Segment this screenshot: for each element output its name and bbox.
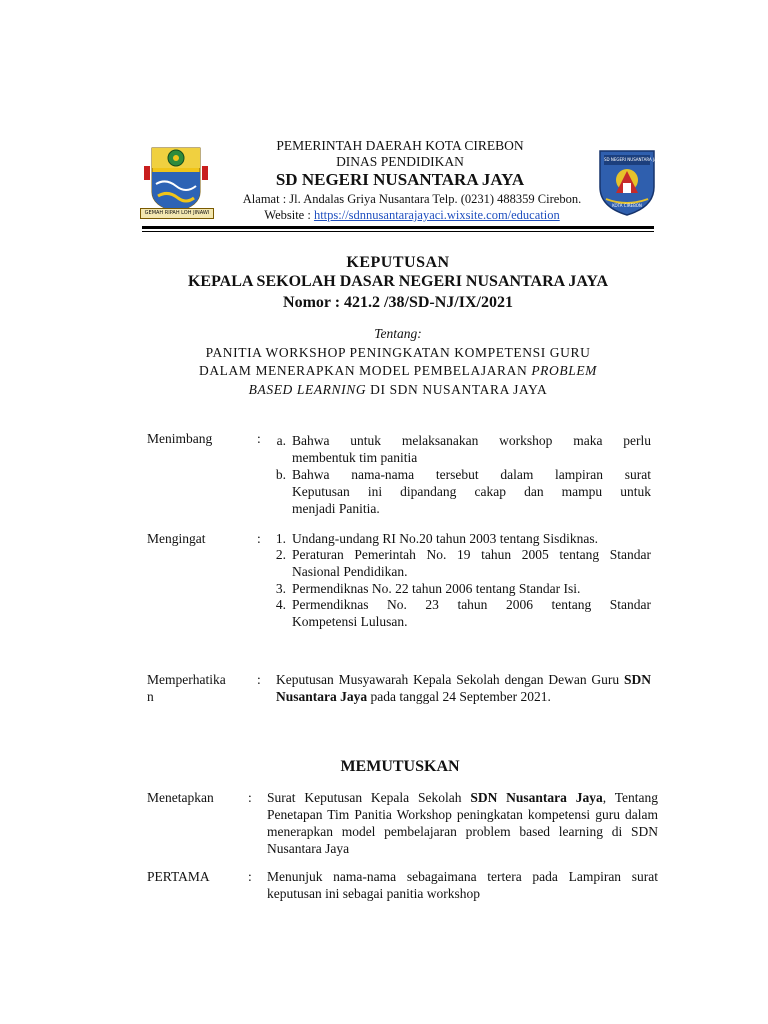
menetapkan-label: Menetapkan xyxy=(147,790,214,805)
menimbang-item-b xyxy=(292,466,651,517)
mengingat-item-1-line-1: Undang-undang RI No.20 tahun 2003 tentang Sisdiknas. xyxy=(292,531,598,546)
mengingat-item-3-line-1: Permendiknas No. 22 tahun 2006 tentang Standar Isi. xyxy=(292,581,581,596)
decree-title: KEPUTUSAN xyxy=(346,254,450,271)
menimbang-item-a-line-1: Bahwa untuk melaksanakan workshop maka perlu xyxy=(292,433,651,448)
menimbang-item-a-line-2: membentuk tim panitia xyxy=(292,450,418,465)
mengingat-item-4 xyxy=(292,596,651,630)
menetapkan-text-a: Surat Keputusan Kepala Sekolah xyxy=(267,790,471,805)
memperhatikan-text-bold: SDN Nusantara Jaya xyxy=(276,672,651,704)
decree-subtitle: KEPALA SEKOLAH DASAR NEGERI NUSANTARA JAYA xyxy=(187,273,609,290)
menimbang-colon: : xyxy=(257,431,261,446)
mengingat-label: Mengingat xyxy=(147,531,206,546)
mengingat-item-4-line-1: Permendiknas No. 23 tahun 2006 tentang Standar xyxy=(292,597,651,612)
menetapkan-text-b: , Tentang Penetapan Tim Panitia Workshop peningkatan kompetensi guru dalam menerapkan model pembelajaran problem based learning di SDN Nusantara Jaya xyxy=(267,790,659,856)
left-logo-banner: GEMAH RIPAH LOH JINAWI xyxy=(140,208,214,219)
about-line-3 xyxy=(142,382,654,398)
memperhatikan-text xyxy=(276,671,651,705)
pertama-label: PERTAMA xyxy=(147,869,210,884)
about-label: Tentang: xyxy=(374,326,422,341)
mengingat-item-4-line-2: Kompetensi Lulusan. xyxy=(292,614,408,629)
mengingat-item-1-marker: 1. xyxy=(275,531,286,546)
mengingat-item-3 xyxy=(292,580,651,597)
menimbang-item-b-marker: b. xyxy=(275,467,286,482)
right-logo-bottom-text: KOTA CIREBON xyxy=(612,203,642,208)
mengingat-item-2-line-2: Nasional Pendidikan. xyxy=(292,564,408,579)
menimbang-item-b-line-2: Keputusan ini dipandang cakap dan mampu untuk xyxy=(292,484,651,499)
about-line-1: PANITIA WORKSHOP PENINGKATAN KOMPETENSI GURU xyxy=(205,345,591,360)
pertama-text: Menunjuk nama-nama sebagaimana tertera pada Lampiran surat keputusan ini sebagai panitia workshop xyxy=(267,869,658,901)
memperhatikan-colon: : xyxy=(257,672,261,687)
mengingat-item-4-marker: 4. xyxy=(275,597,286,612)
menimbang-label: Menimbang xyxy=(147,431,213,446)
memperhatikan-label-line-2: n xyxy=(147,689,154,704)
letterhead-school-name: SD NEGERI NUSANTARA JAYA xyxy=(275,170,525,189)
about-line-2-italic: PROBLEM xyxy=(531,363,598,378)
memperhatikan-label-line-1: Memperhatika xyxy=(147,672,226,687)
memperhatikan-text-a: Keputusan Musyawarah Kepala Sekolah dengan Dewan Guru xyxy=(276,672,624,687)
mengingat-item-3-marker: 3. xyxy=(275,581,286,596)
about-line-3-text: DI SDN NUSANTARA JAYA xyxy=(366,382,548,397)
letterhead-address: Alamat : Jl. Andalas Griya Nusantara Telp. (0231) 488359 Cirebon. xyxy=(242,192,582,206)
pertama-colon: : xyxy=(248,869,252,884)
memperhatikan-label xyxy=(147,671,226,705)
memutuskan-heading: MEMUTUSKAN xyxy=(340,758,460,775)
memperhatikan-text-b: pada tanggal 24 September 2021. xyxy=(367,689,551,704)
menetapkan-text xyxy=(267,789,658,857)
mengingat-colon: : xyxy=(257,531,261,546)
menimbang-item-b-line-1: Bahwa nama-nama tersebut dalam lampiran surat xyxy=(292,467,651,482)
decree-number: Nomor : 421.2 /38/SD-NJ/IX/2021 xyxy=(283,294,513,311)
right-logo-top-text: SD NEGERI NUSANTARA JAYA xyxy=(604,157,662,162)
letterhead-website xyxy=(172,208,652,223)
website-link[interactable]: https://sdnnusantarajayaci.wixsite.com/education xyxy=(313,208,560,222)
mengingat-item-1 xyxy=(292,530,651,547)
menetapkan-colon: : xyxy=(248,790,252,805)
menimbang-item-b-line-3: menjadi Panitia. xyxy=(292,501,380,516)
letterhead-divider-thin xyxy=(142,231,654,232)
menimbang-item-a-marker: a. xyxy=(276,433,286,448)
about-line-3-italic: BASED LEARNING xyxy=(248,382,367,397)
menetapkan-text-bold: SDN Nusantara Jaya xyxy=(470,790,603,805)
mengingat-item-2 xyxy=(292,546,651,580)
letterhead-divider-thick xyxy=(142,226,654,229)
letterhead-government: PEMERINTAH DAERAH KOTA CIREBON xyxy=(276,138,524,153)
mengingat-item-2-line-1: Peraturan Pemerintah No. 19 tahun 2005 tentang Standar xyxy=(292,547,651,562)
about-line-2 xyxy=(142,363,654,379)
mengingat-item-2-marker: 2. xyxy=(275,547,286,562)
menimbang-item-a xyxy=(292,432,651,466)
about-line-2-text: DALAM MENERAPKAN MODEL PEMBELAJARAN xyxy=(198,363,532,378)
letterhead-department: DINAS PENDIDIKAN xyxy=(336,154,464,169)
website-label: Website : xyxy=(264,208,314,222)
